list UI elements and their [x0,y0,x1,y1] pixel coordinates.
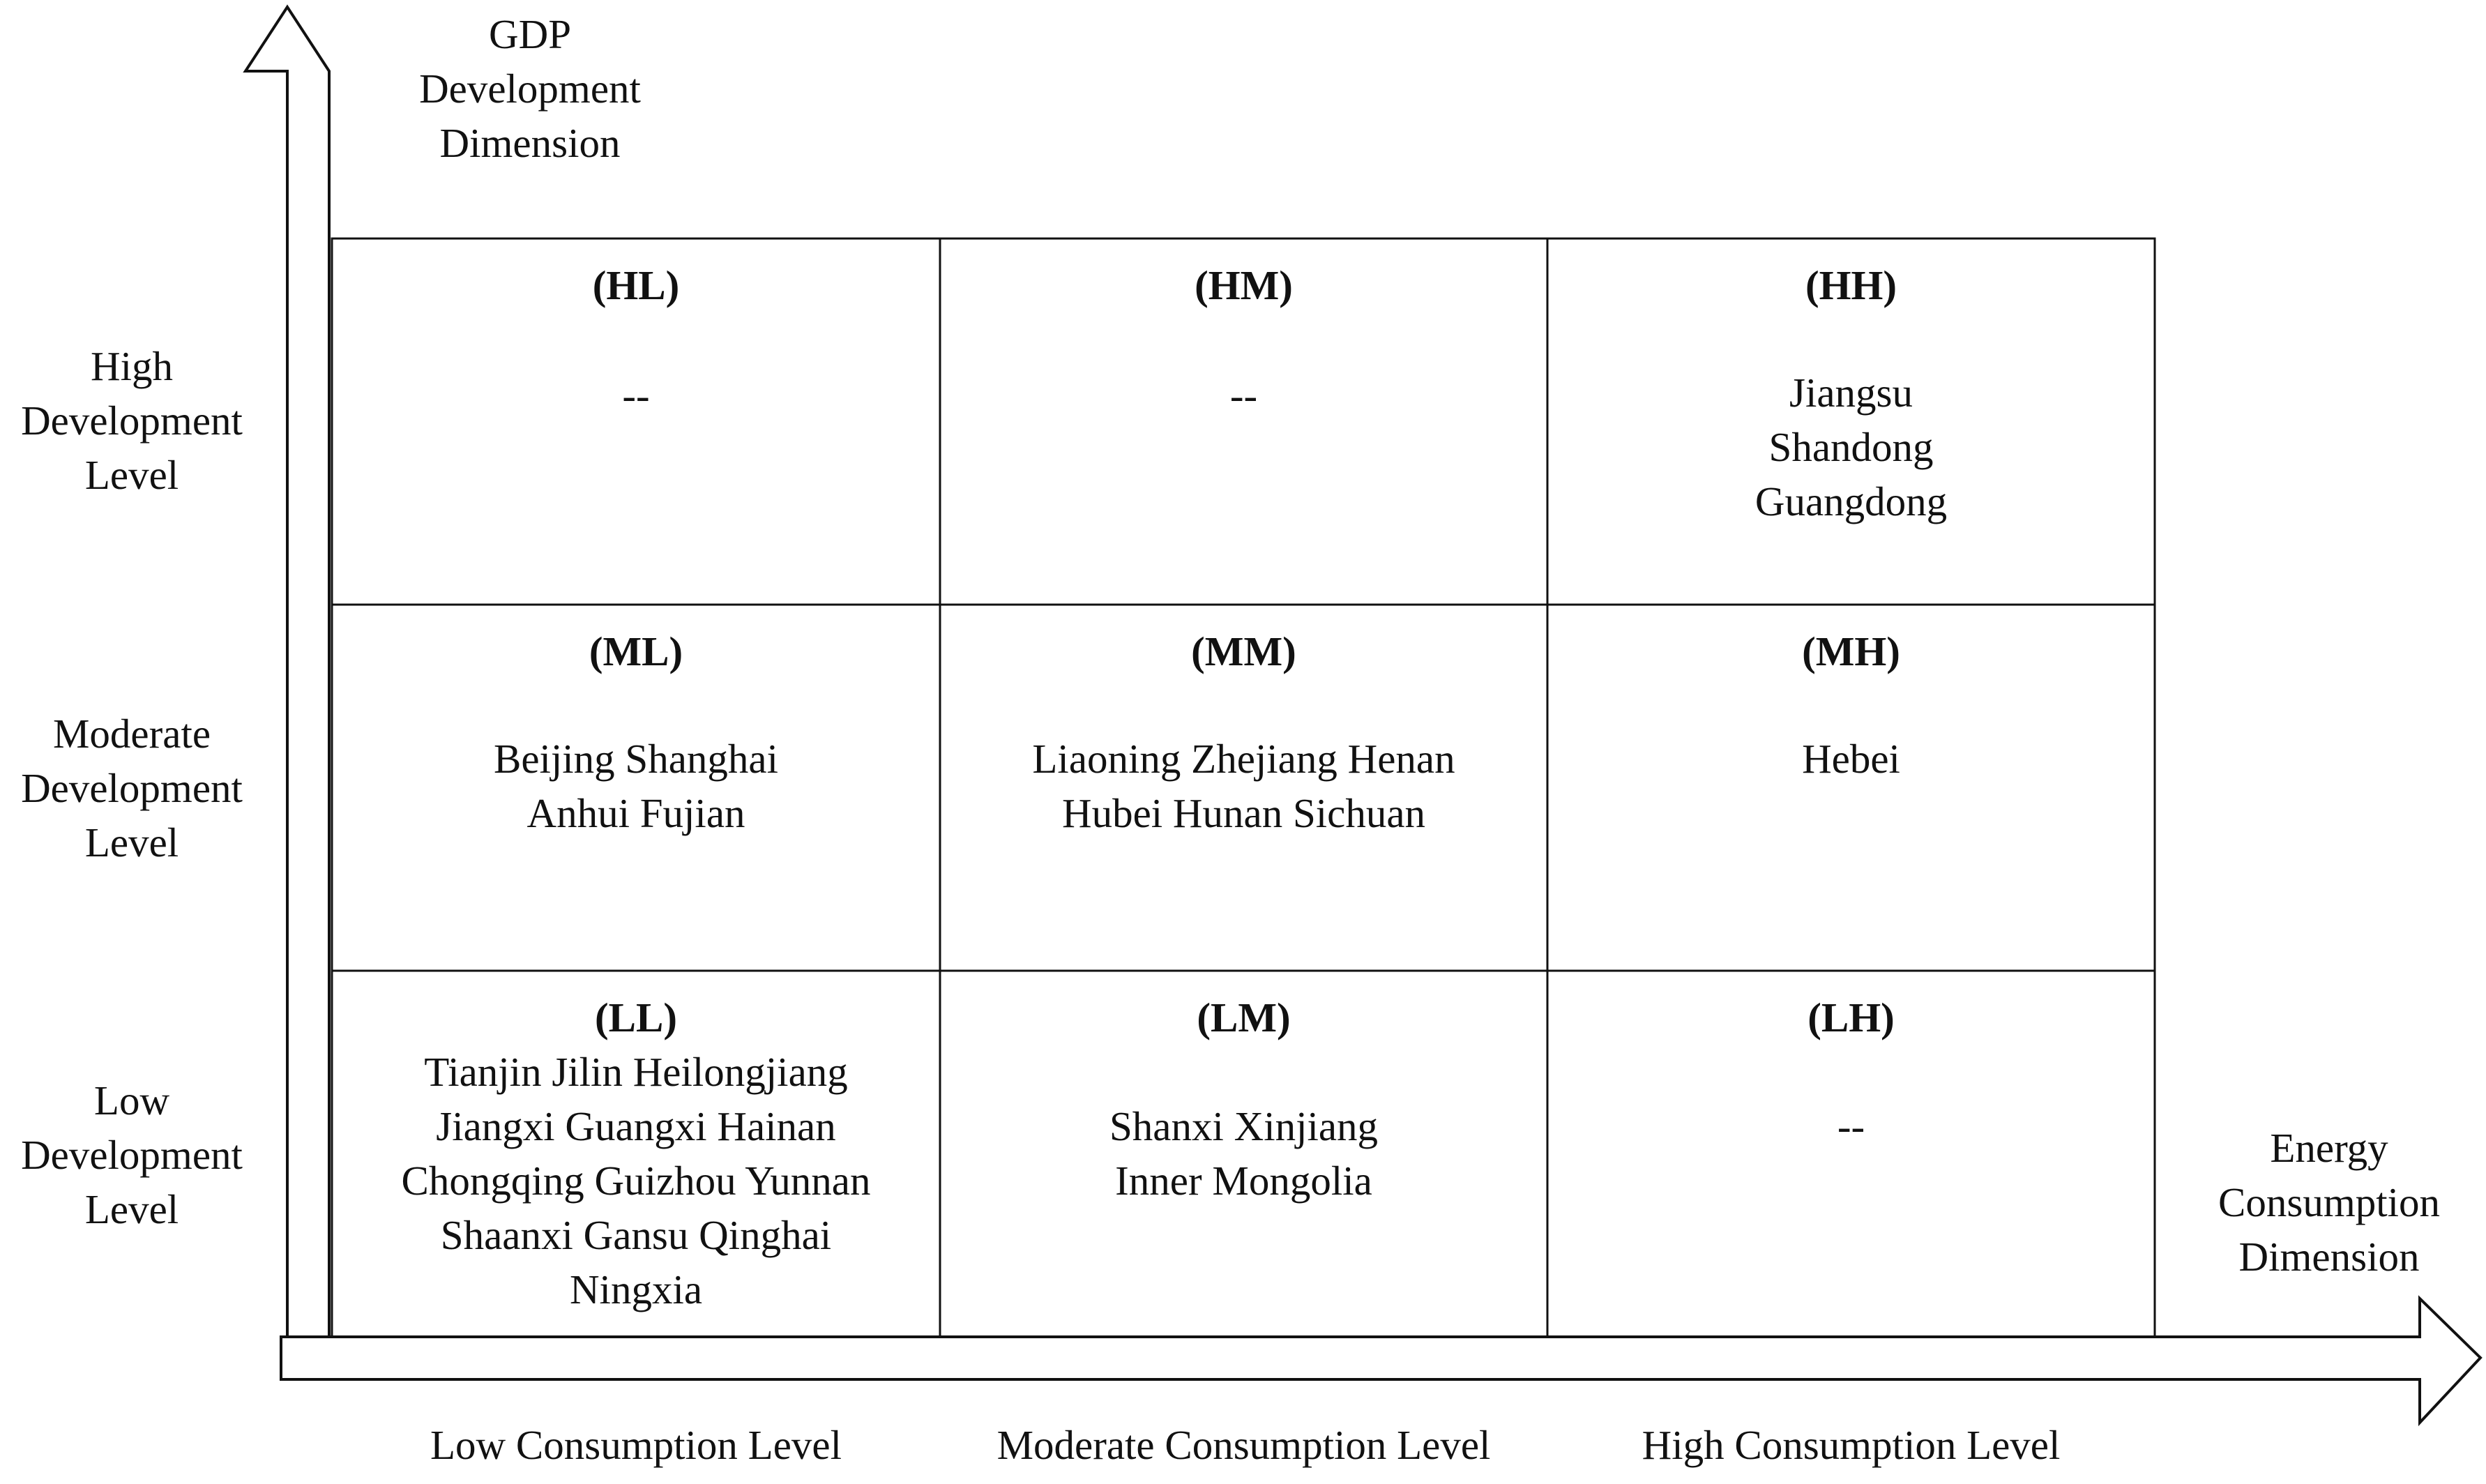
column-label-moderate: Moderate Consumption Level [996,1422,1491,1468]
cell-provinces: -- [1229,372,1258,418]
cell-lh [1547,971,2155,1337]
cell-ll [332,971,940,1337]
cell-code: (MH) [1802,628,1900,674]
cell-mh [1547,605,2155,971]
cell-provinces: Liaoning Zhejiang Henan Hubei Hunan Sichuan [1032,736,1455,836]
cell-provinces: -- [622,372,650,418]
column-label-high: High Consumption Level [1642,1422,2061,1468]
x-axis-title: Energy Consumption Dimension [2218,1125,2440,1280]
y-axis-title: GDP Development Dimension [419,11,641,166]
cell-provinces: Beijing Shanghai Anhui Fujian [493,736,779,836]
cell-code: (MM) [1191,628,1296,674]
cell-code: (LM) [1197,994,1291,1040]
cell-mm [940,605,1547,971]
cell-provinces: Hebei [1802,736,1900,782]
cell-code: (LH) [1807,994,1895,1040]
cell-provinces: -- [1837,1103,1865,1149]
cell-code: (HL) [592,262,680,308]
cell-provinces: Jiangsu Shandong Guangdong [1754,370,1948,524]
cell-provinces: Tianjin Jilin Heilongjiang Jiangxi Guangxi Hainan Chongqing Guizhou Yunnan Shaanxi Gansu Qinghai Ningxia [401,1049,871,1312]
cell-code: (LL) [595,994,677,1040]
cell-provinces: Shanxi Xinjiang Inner Mongolia [1109,1103,1379,1204]
cell-code: (ML) [589,628,683,674]
cell-lm [940,971,1547,1337]
cell-ml [332,605,940,971]
cell-hm [940,238,1547,605]
cell-hh [1547,238,2155,605]
row-label-moderate: Moderate Development Level [21,711,243,865]
cell-hl [332,238,940,605]
row-label-high: High Development Level [21,343,243,498]
row-label-low: Low Development Level [21,1077,243,1232]
cell-code: (HH) [1805,262,1897,308]
cell-code: (HM) [1195,262,1293,308]
column-label-low: Low Consumption Level [430,1422,842,1468]
